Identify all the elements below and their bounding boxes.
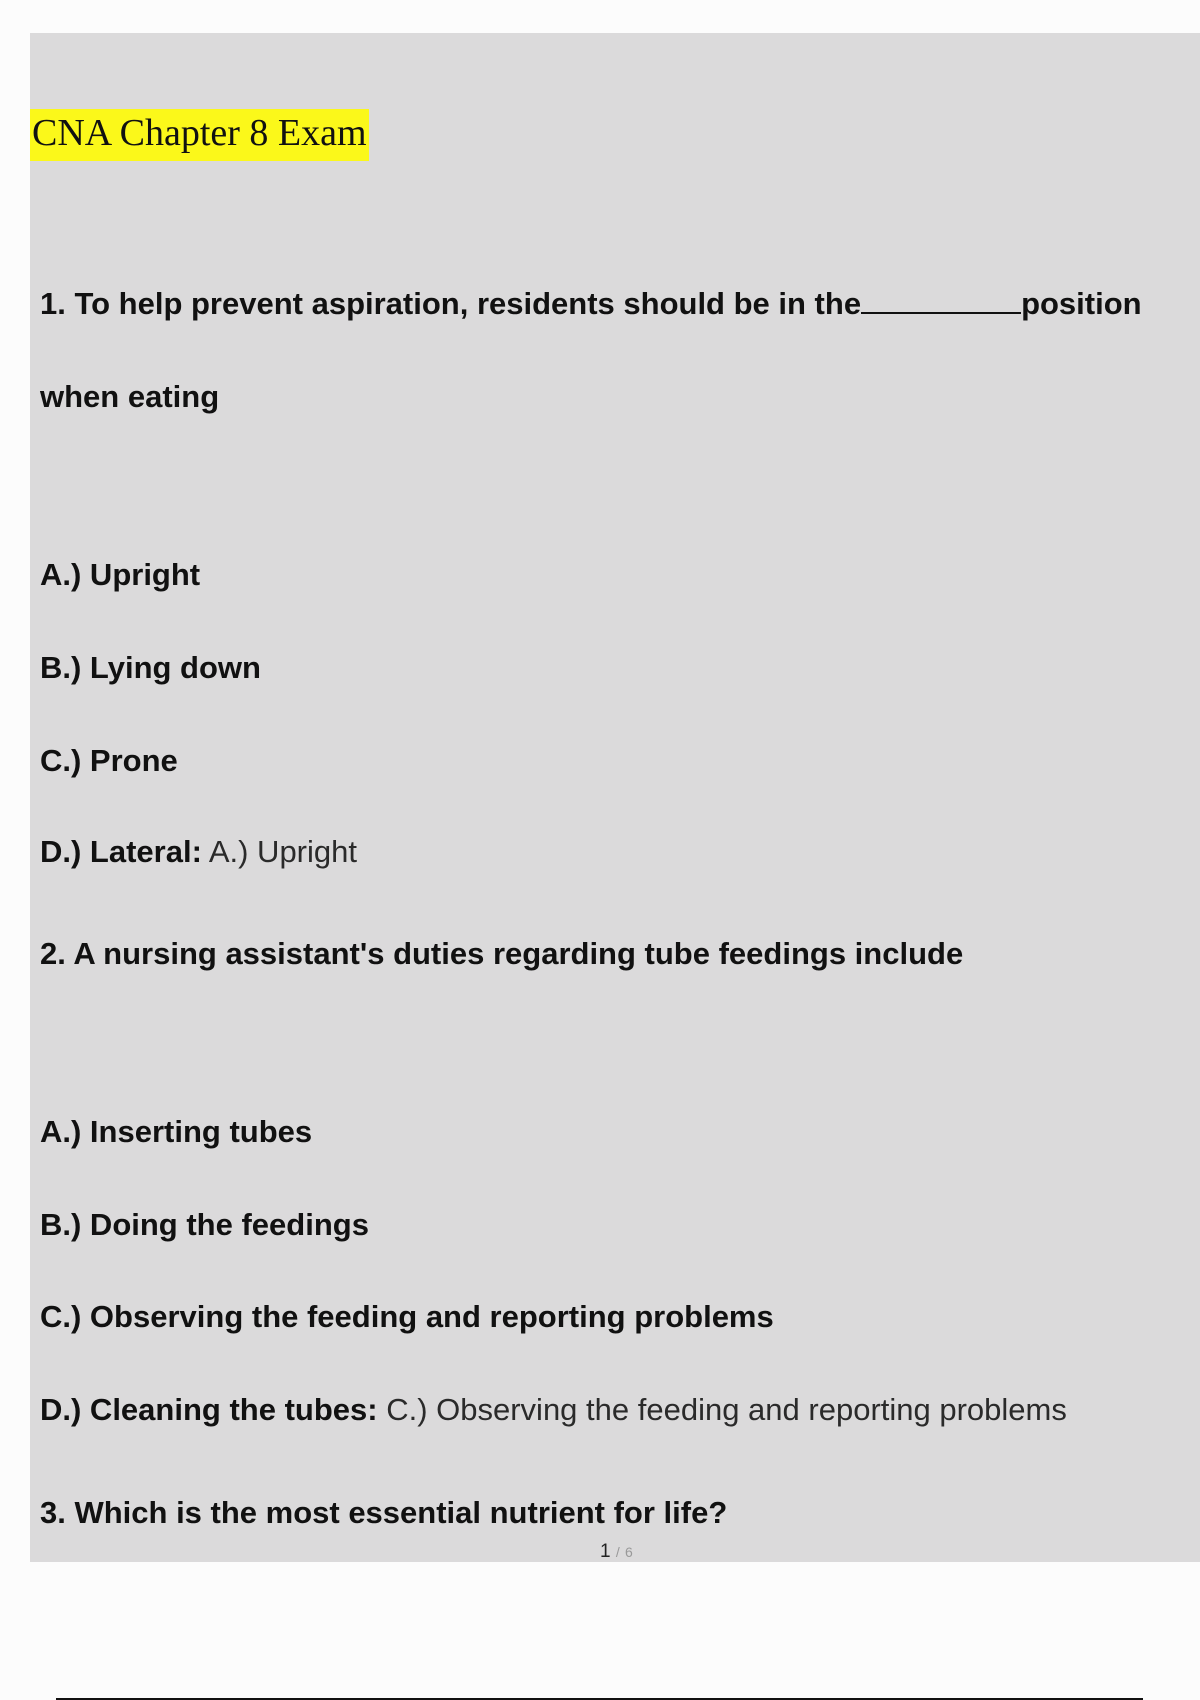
question-2-option-a: A.) Inserting tubes bbox=[40, 1114, 313, 1149]
page-separator: / bbox=[615, 1544, 620, 1560]
option-d-label: D.) Lateral: bbox=[40, 834, 202, 869]
question-1-option-d bbox=[40, 834, 357, 870]
question-1-text: 1. To help prevent aspiration, residents should be in the bbox=[40, 286, 862, 321]
page-counter bbox=[600, 1541, 633, 1562]
question-2-prompt: 2. A nursing assistant's duties regarding tube feedings include bbox=[40, 936, 964, 971]
question-2-option-b: B.) Doing the feedings bbox=[40, 1207, 369, 1242]
question-2-option-d bbox=[40, 1392, 1067, 1428]
question-1-prompt-continued: when eating bbox=[40, 379, 220, 414]
question-2-option-c: C.) Observing the feeding and reporting problems bbox=[40, 1299, 774, 1334]
question-2-answer: C.) Observing the feeding and reporting problems bbox=[386, 1392, 1067, 1427]
question-1-answer: A.) Upright bbox=[208, 834, 357, 869]
answer-blank bbox=[861, 288, 1021, 314]
question-1-prompt bbox=[40, 286, 1142, 322]
question-3-prompt: 3. Which is the most essential nutrient for life? bbox=[40, 1495, 728, 1530]
total-pages: 6 bbox=[625, 1544, 633, 1560]
current-page: 1 bbox=[600, 1541, 611, 1562]
question-1-option-a: A.) Upright bbox=[40, 557, 201, 592]
document-title: CNA Chapter 8 Exam bbox=[30, 109, 369, 161]
document-page bbox=[30, 33, 1200, 1562]
question-1-option-c: C.) Prone bbox=[40, 743, 178, 778]
option-d-label: D.) Cleaning the tubes: bbox=[40, 1392, 378, 1427]
question-1-text-after: position bbox=[1021, 286, 1142, 321]
question-1-option-b: B.) Lying down bbox=[40, 650, 261, 685]
